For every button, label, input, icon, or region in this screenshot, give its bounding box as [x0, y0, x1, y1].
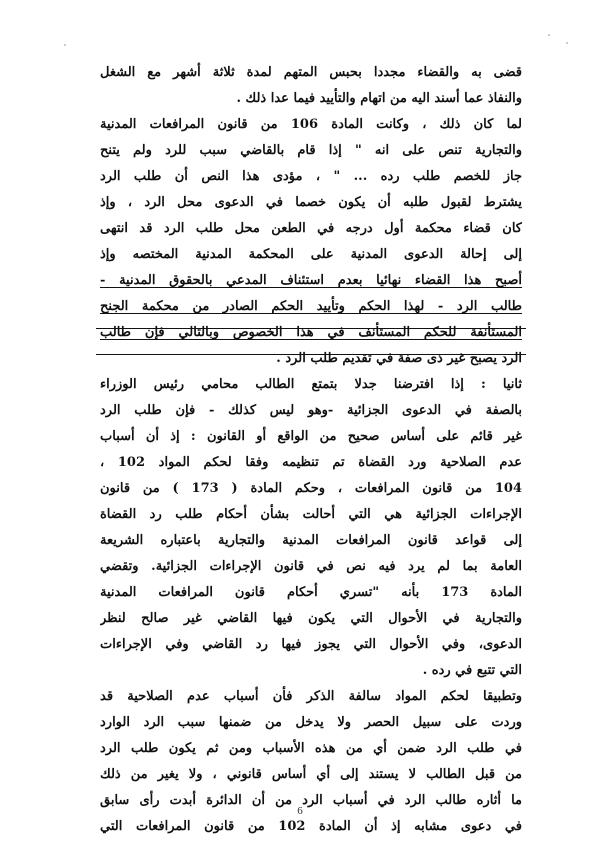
text-line: الدعوى، وفي الأحوال التي يجوز فيها رد القاضي وفي الإجراءات: [100, 637, 522, 652]
text-line: غير قائم على أساس صحيح من الواقع أو القانون : إذ أن أسباب: [100, 429, 522, 444]
text-line: لما كان ذلك ، وكانت المادة 106 من قانون المرافعات المدنية: [100, 117, 522, 132]
text-line: المادة 173 بأنه "تسري أحكام قانون المرافعات المدنية: [100, 585, 522, 600]
text-line: كان قضاء محكمة أول درجه في الطعن محل طلب الرد قد انتهى: [100, 221, 522, 236]
text-line: 104 من قانون المرافعات ، وحكم المادة ( 173 ) من قانون: [100, 481, 522, 496]
underlined-text-line: أصبح هذا القضاء نهائيا بعدم استئناف المدعي بالحقوق المدنية -: [100, 273, 522, 288]
text-line: التي تتبع في رده .: [422, 663, 522, 678]
text-line: والتجارية في الأحوال التي يكون فيها القاضي غير صالح لنظر: [100, 611, 522, 626]
text-line: الإجراءات الجزائية هي التي أحالت بشأن أحكام طلب رد القضاة: [100, 507, 522, 522]
text-line: من قبل الطالب لا يستند إلى أي أساس قانوني ، ولا يغير من ذلك: [100, 767, 522, 782]
text-line: يشترط لقبول طلبه أن يكون خصما في الدعوى محل الرد ، وإذ: [100, 195, 522, 210]
text-line: جاز للخصم طلب رده ... " ، مؤدى هذا النص أن طلب الرد: [100, 169, 522, 184]
scan-speck: [64, 44, 66, 46]
text-line: قضى به والقضاء مجددا بحبس المتهم لمدة ثلاثة أشهر مع الشغل: [100, 65, 522, 80]
text-line: إلى إحالة الدعوى المدنية على المحكمة المدنية المختصه وإذ: [100, 247, 522, 262]
text-line: والنفاذ عما أسند اليه من اتهام والتأييد فيما عدا ذلك .: [236, 91, 522, 106]
underlined-text-line: طالب الرد - لهذا الحكم وتأييد الحكم الصادر من محكمة الجنح: [100, 299, 522, 314]
text-line: عدم الصلاحية ورد القضاة تم تنظيمه وفقا لحكم المواد 102 ،: [100, 455, 522, 470]
underline-rule: [96, 354, 526, 355]
underlined-text-line: المستأنفة للحكم المستأنف في هذا الخصوص وبالتالي فإن طالب: [100, 325, 522, 340]
text-line: ما أثاره طالب الرد في أسباب الرد من أن الدائرة أبدت رأى سابق: [100, 793, 522, 808]
text-line: وردت على سبيل الحصر ولا يدخل من ضمنها سبب الرد الوارد: [100, 715, 522, 730]
text-line: بالصفة في الدعوى الجزائية -وهو ليس كذلك - فإن طلب الرد: [100, 403, 522, 418]
text-line: في طلب الرد ضمن أي من هذه الأسباب ومن ثم يكون طلب الرد: [100, 741, 522, 756]
text-line: في دعوى مشابه إذ أن المادة 102 من قانون المرافعات التي: [100, 819, 522, 834]
document-body: [100, 60, 522, 840]
text-line: إلى قواعد قانون المرافعات المدنية والتجارية باعتباره الشريعة: [100, 533, 522, 548]
text-line: والتجارية تنص على انه " إذا قام بالقاضي سبب للرد ولم يتنح: [100, 143, 522, 158]
text-line: ثانيا : إذا افترضنا جدلا بتمتع الطالب محامي رئيس الوزراء: [100, 377, 522, 392]
text-line: الرد يصبح غير ذى صفة في تقديم طلب الرد .: [276, 351, 522, 366]
text-line: وتطبيقا لحكم المواد سالفة الذكر فأن أسباب عدم الصلاحية قد: [100, 689, 522, 704]
scan-speck: [548, 34, 550, 36]
text-line: العامة بما لم يرد فيه نص في قانون الإجراءات الجزائية. وتقضي: [100, 559, 522, 574]
scan-speck: [566, 42, 568, 44]
underline-rule: [96, 328, 526, 329]
page-number: 6: [297, 805, 303, 817]
